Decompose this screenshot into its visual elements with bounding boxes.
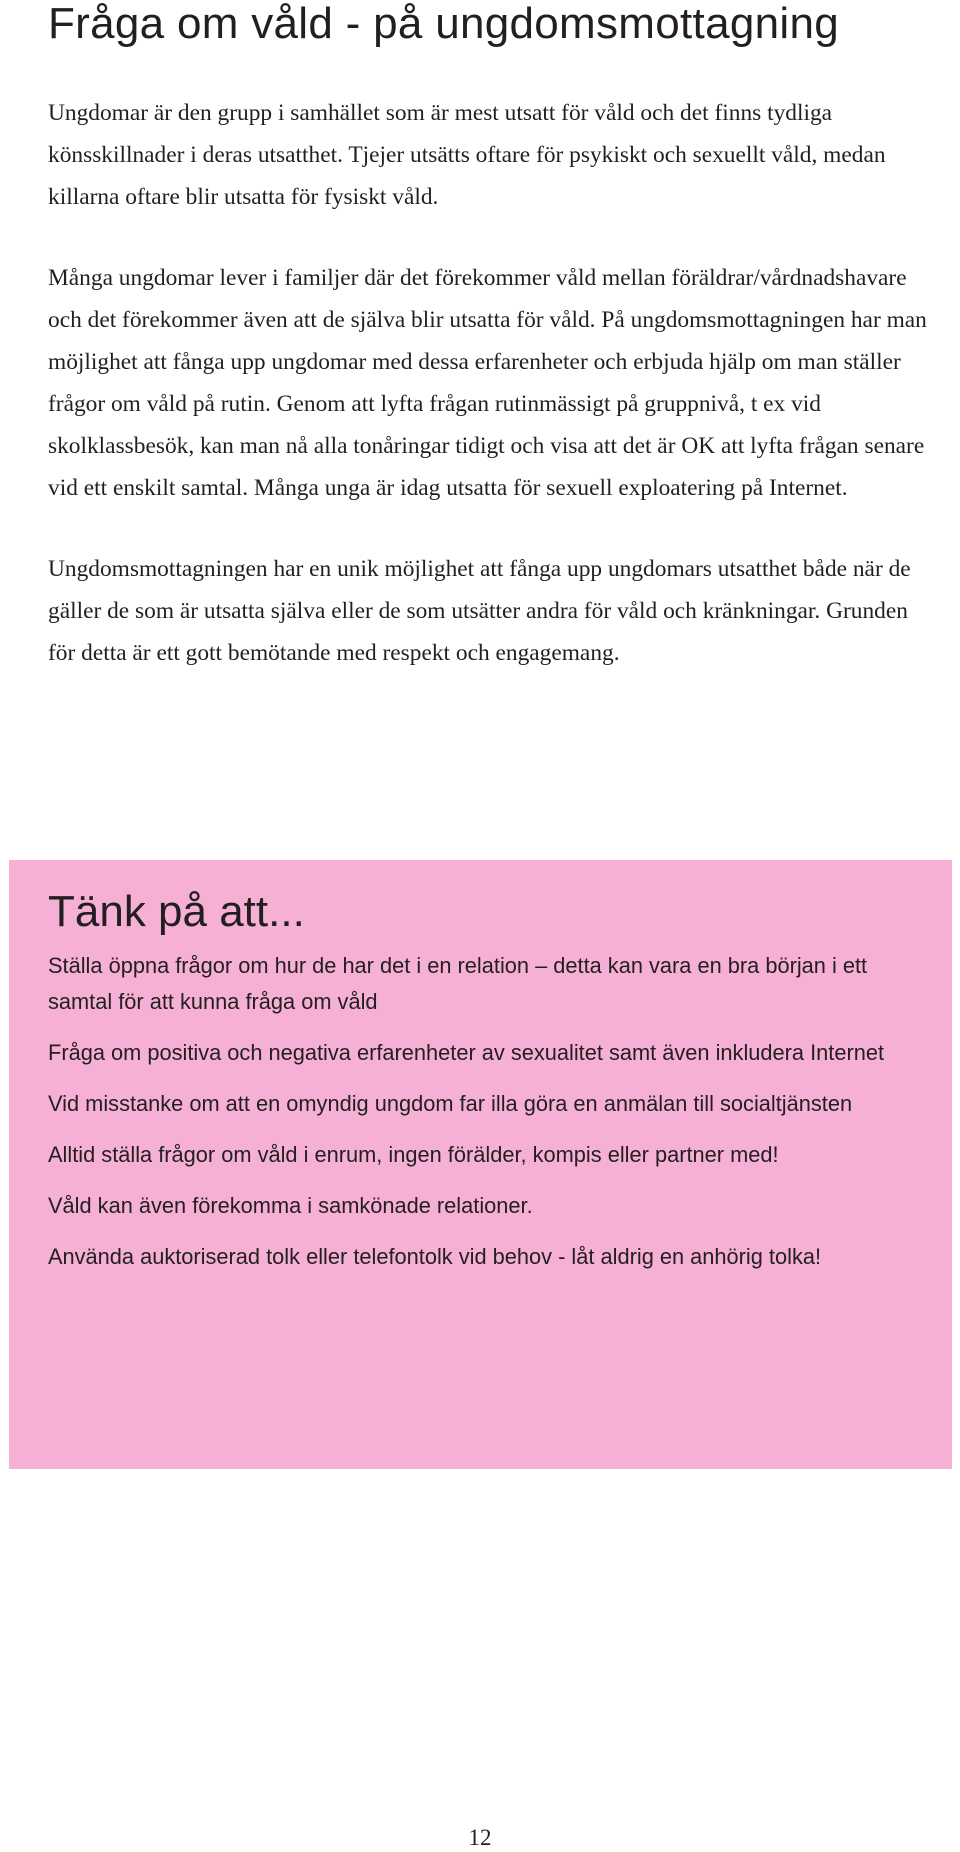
- opportunity-paragraph: Ungdomsmottagningen har en unik möjlighet att fånga upp ungdomars utsatthet både när de gäller de som är utsatta själva eller de som utsätter andra för våld och kränkningar. Grunden för detta är ett gott bemötande med respekt och engagemang.: [48, 556, 911, 666]
- family-violence-paragraph: Många ungdomar lever i familjer där det förekommer våld mellan föräldrar/vårdnadshavare och det förekommer även att de själva blir utsatta för våld. På ungdomsmottagningen har man möjlighet att fånga upp ungdomar med dessa erfarenheter och erbjuda hjälp om man ställer frågor om våld på rutin. Genom att lyfta frågan rutinmässigt på gruppnivå, t ex vid skolklassbesök, kan man nå alla tonåringar tidigt och visa att det är OK att lyfta frågan senare vid ett enskilt samtal. Många unga är idag utsatta för sexuell exploatering på Internet.: [48, 265, 927, 501]
- tip-item: Vid misstanke om att en omyndig ungdom far illa göra en anmälan till socialtjänsten: [48, 1091, 853, 1116]
- tip-item: Alltid ställa frågor om våld i enrum, ingen förälder, kompis eller partner med!: [48, 1142, 779, 1167]
- tips-heading: Tänk på att...: [48, 887, 305, 936]
- tips-list: [48, 948, 928, 1290]
- tip-item: Använda auktoriserad tolk eller telefontolk vid behov - låt aldrig en anhörig tolka!: [48, 1244, 822, 1269]
- tips-box: [9, 860, 952, 1469]
- page-title: Fråga om våld - på ungdomsmottagning: [48, 0, 840, 48]
- body-text: [48, 92, 928, 713]
- intro-paragraph: Ungdomar är den grupp i samhället som är mest utsatt för våld och det finns tydliga könsskillnader i deras utsatthet. Tjejer utsätts oftare för psykiskt och sexuellt våld, medan killarna oftare blir utsatta för fysiskt våld.: [48, 100, 886, 210]
- tip-item: Våld kan även förekomma i samkönade relationer.: [48, 1193, 533, 1218]
- page-number: 12: [468, 1825, 492, 1850]
- tip-item: Ställa öppna frågor om hur de har det i en relation – detta kan vara en bra början i ett samtal för att kunna fråga om våld: [48, 953, 868, 1014]
- tip-item: Fråga om positiva och negativa erfarenheter av sexualitet samt även inkludera Internet: [48, 1040, 885, 1065]
